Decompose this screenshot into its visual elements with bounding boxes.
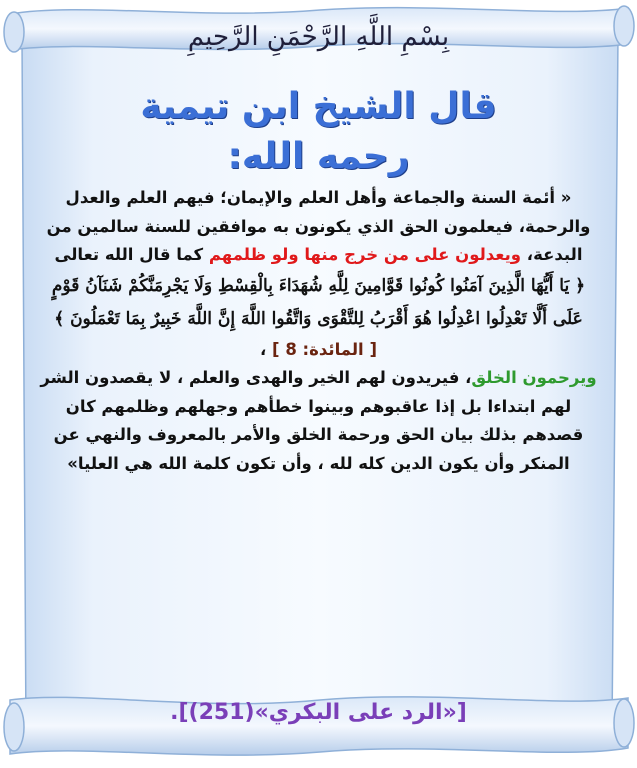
quote-highlight-red: ويعدلون على من خرج منها ولو ظلمهم xyxy=(208,245,522,264)
quote-paragraph-2 xyxy=(34,364,603,478)
quote-text-part-2: كما قال الله تعالى xyxy=(54,245,209,264)
quote-text-part-3: ، فيريدون لهم الخير والهدى والعلم ، لا يقصدون الشر لهم ابتداءا بل إذا عاقبوهم وبينوا خطأهم وجهلهم وظلمهم كان قصدهم بذلك بيان الحق ورحمة الخلق والأمر بالمعروف والنهي عن المنكر وأن يكون الدين كله لله ، وأن تكون كلمة الله هي العليا» xyxy=(40,368,584,473)
source-citation: [«الرد على البكري»(251)]. xyxy=(170,700,467,725)
quote-body xyxy=(34,184,603,478)
verse-reference-comma: ، xyxy=(259,339,267,359)
quote-text-part-1: « أئمة السنة والجماعة وأهل العلم والإيمان؛ فيهم العلم والعدل والرحمة، فيعلمون الحق الذي يكونون به موافقين للسنة سالمين من البدعة، xyxy=(46,188,591,264)
title-line-2: رحمه الله: xyxy=(227,136,410,177)
scroll-content xyxy=(34,0,603,768)
page-title xyxy=(34,82,603,182)
basmala-calligraphy: بِسْمِ اللَّهِ الرَّحْمَنِ الرَّحِيمِ xyxy=(187,22,450,52)
verse-reference-line xyxy=(34,336,603,365)
quran-verse: ﴿ يَا أَيُّهَا الَّذِينَ آمَنُوا كُونُوا قَوَّامِينَ لِلَّهِ شُهَدَاءَ بِالْقِسْطِ وَلَا يَجْرِمَنَّكُمْ شَنَآنُ قَوْمٍ عَلَى أَلَّا تَعْدِلُوا اعْدِلُوا هُوَ أَقْرَبُ لِلتَّقْوَى وَاتَّقُوا اللَّهَ إِنَّ اللَّهَ خَبِيرٌ بِمَا تَعْمَلُونَ ﴾ xyxy=(51,275,586,329)
quote-paragraph xyxy=(34,184,603,270)
quote-highlight-green: ويرحمون الخلق xyxy=(471,368,597,387)
title-line-1: قال الشيخ ابن تيمية xyxy=(140,86,497,127)
verse-reference: [ المائدة: 8 ] xyxy=(272,339,378,359)
